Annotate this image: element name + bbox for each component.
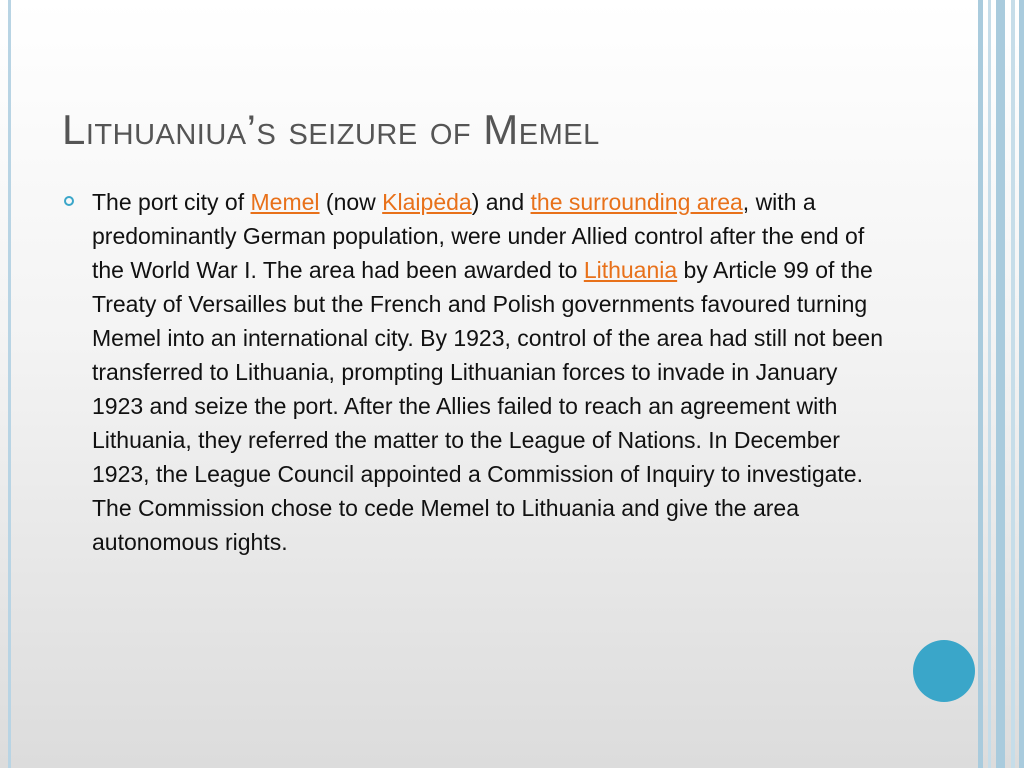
link-lithuania[interactable]: Lithuania <box>583 257 678 283</box>
bullet-icon <box>64 196 74 206</box>
link-memel[interactable]: Memel <box>250 189 320 215</box>
body-text-segment: by Article 99 of the Treaty of Versailles but the French and Polish governments favoured turning Memel into an international city. By 1923, control of the area had still not been transferred to Lithuania, prompting Lithuanian forces to invade in January 1923 and seize the port. After the Allies failed to reach an agreement with Lithuania, they referred the matter to the League of Nations. In December 1923, the League Council appointed a Commission of Inquiry to investigate. The Commission chose to cede Memel to Lithuania and give the area autonomous rights. <box>92 257 883 555</box>
left-decorative-stripe <box>8 0 11 768</box>
right-decorative-stripe <box>988 0 991 768</box>
right-decorative-stripe <box>996 0 1005 768</box>
decorative-circle <box>913 640 975 702</box>
body-text-segment: , with a predominantly German population, were under Allied control after the end of the World War I. The area had been awarded to <box>92 189 865 283</box>
right-decorative-stripe <box>1019 0 1024 768</box>
right-decorative-stripe <box>978 0 983 768</box>
right-decorative-stripe <box>1011 0 1015 768</box>
body-text-segment: (now <box>319 189 383 215</box>
slide-body-paragraph <box>92 185 892 559</box>
slide-title: Lithuaniua’s seizure of Memel <box>62 106 600 153</box>
body-text-segment: The port city of <box>92 189 251 215</box>
link-klaipeda[interactable]: Klaipėda <box>382 189 472 215</box>
link-surrounding-area[interactable]: the surrounding area <box>530 189 743 215</box>
body-text-segment: ) and <box>471 189 531 215</box>
